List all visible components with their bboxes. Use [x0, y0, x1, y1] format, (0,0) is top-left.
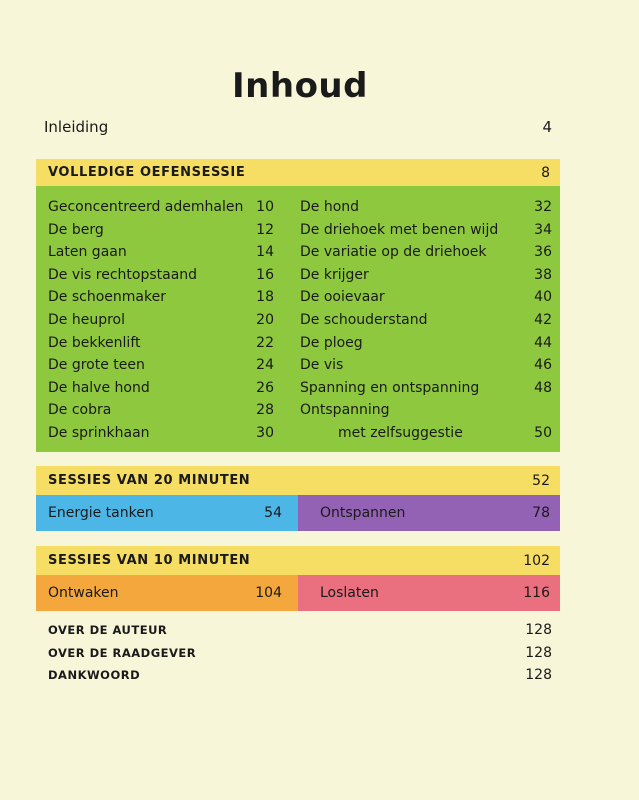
- toc-entry[interactable]: Laten gaan 14: [48, 244, 274, 261]
- entries-left-column: [36, 186, 282, 452]
- toc-entry[interactable]: Ontspanning: [300, 402, 390, 419]
- toc-entry-ontspannen[interactable]: Ontspannen 78: [298, 495, 560, 531]
- toc-entry[interactable]: De schouderstand 42: [300, 311, 552, 328]
- section-10-minutes-entries: [36, 575, 560, 611]
- toc-entry[interactable]: Spanning en ontspanning 48: [300, 379, 552, 396]
- toc-entry[interactable]: De vis 46: [300, 357, 552, 374]
- section-header-10-minutes[interactable]: [36, 546, 560, 575]
- toc-entry[interactable]: De hond 32: [300, 199, 552, 215]
- toc-entry[interactable]: De krijger 38: [300, 266, 552, 283]
- toc-entry[interactable]: De heuprol 20: [48, 311, 274, 328]
- section-title: SESSIES VAN 10 MINUTEN: [48, 553, 251, 568]
- toc-entry-energie-tanken[interactable]: Energie tanken 54: [36, 495, 298, 531]
- toc-entry[interactable]: Geconcentreerd ademhalen 10: [48, 199, 274, 215]
- entries-right-column: [282, 186, 560, 452]
- section-20-minutes-entries: [36, 495, 560, 531]
- section-page: 52: [532, 472, 550, 489]
- toc-entry[interactable]: De berg 12: [48, 221, 274, 238]
- toc-entry[interactable]: De ooievaar 40: [300, 289, 552, 306]
- page-title: Inhoud: [232, 66, 368, 106]
- section-page: 8: [541, 164, 550, 181]
- toc-entry-intro[interactable]: [44, 118, 552, 136]
- section-header-full-session[interactable]: [36, 159, 560, 186]
- toc-entry[interactable]: met zelfsuggestie 50: [338, 424, 552, 441]
- toc-entry[interactable]: De bekkenlift 22: [48, 334, 274, 351]
- toc-entry[interactable]: De schoenmaker 18: [48, 289, 274, 306]
- toc-entry-loslaten[interactable]: Loslaten 116: [298, 575, 560, 611]
- section-page: 102: [523, 552, 550, 569]
- back-matter-list: [48, 622, 552, 690]
- toc-entry[interactable]: De variatie op de driehoek 36: [300, 244, 552, 261]
- toc-entry[interactable]: De sprinkhaan 30: [48, 424, 274, 441]
- toc-entry[interactable]: De halve hond 26: [48, 379, 274, 396]
- section-title: VOLLEDIGE OEFENSESSIE: [48, 165, 246, 180]
- section-title: SESSIES VAN 20 MINUTEN: [48, 473, 251, 488]
- full-session-entries: [36, 186, 560, 452]
- toc-entry[interactable]: De grote teen 24: [48, 357, 274, 374]
- toc-entry-over-de-raadgever[interactable]: OVER DE RAADGEVER 128: [48, 644, 552, 661]
- toc-entry[interactable]: De cobra 28: [48, 402, 274, 419]
- toc-entry[interactable]: De driehoek met benen wijd 34: [300, 221, 552, 238]
- section-header-20-minutes[interactable]: [36, 466, 560, 495]
- toc-entry[interactable]: De vis rechtopstaand 16: [48, 266, 274, 283]
- toc-entry-ontwaken[interactable]: Ontwaken 104: [36, 575, 298, 611]
- toc-entry[interactable]: De ploeg 44: [300, 334, 552, 351]
- toc-entry-dankwoord[interactable]: DANKWOORD 128: [48, 667, 552, 683]
- entry-label: Inleiding: [44, 118, 109, 136]
- toc-entry-over-de-auteur[interactable]: OVER DE AUTEUR 128: [48, 622, 552, 638]
- entry-page: 4: [542, 118, 552, 136]
